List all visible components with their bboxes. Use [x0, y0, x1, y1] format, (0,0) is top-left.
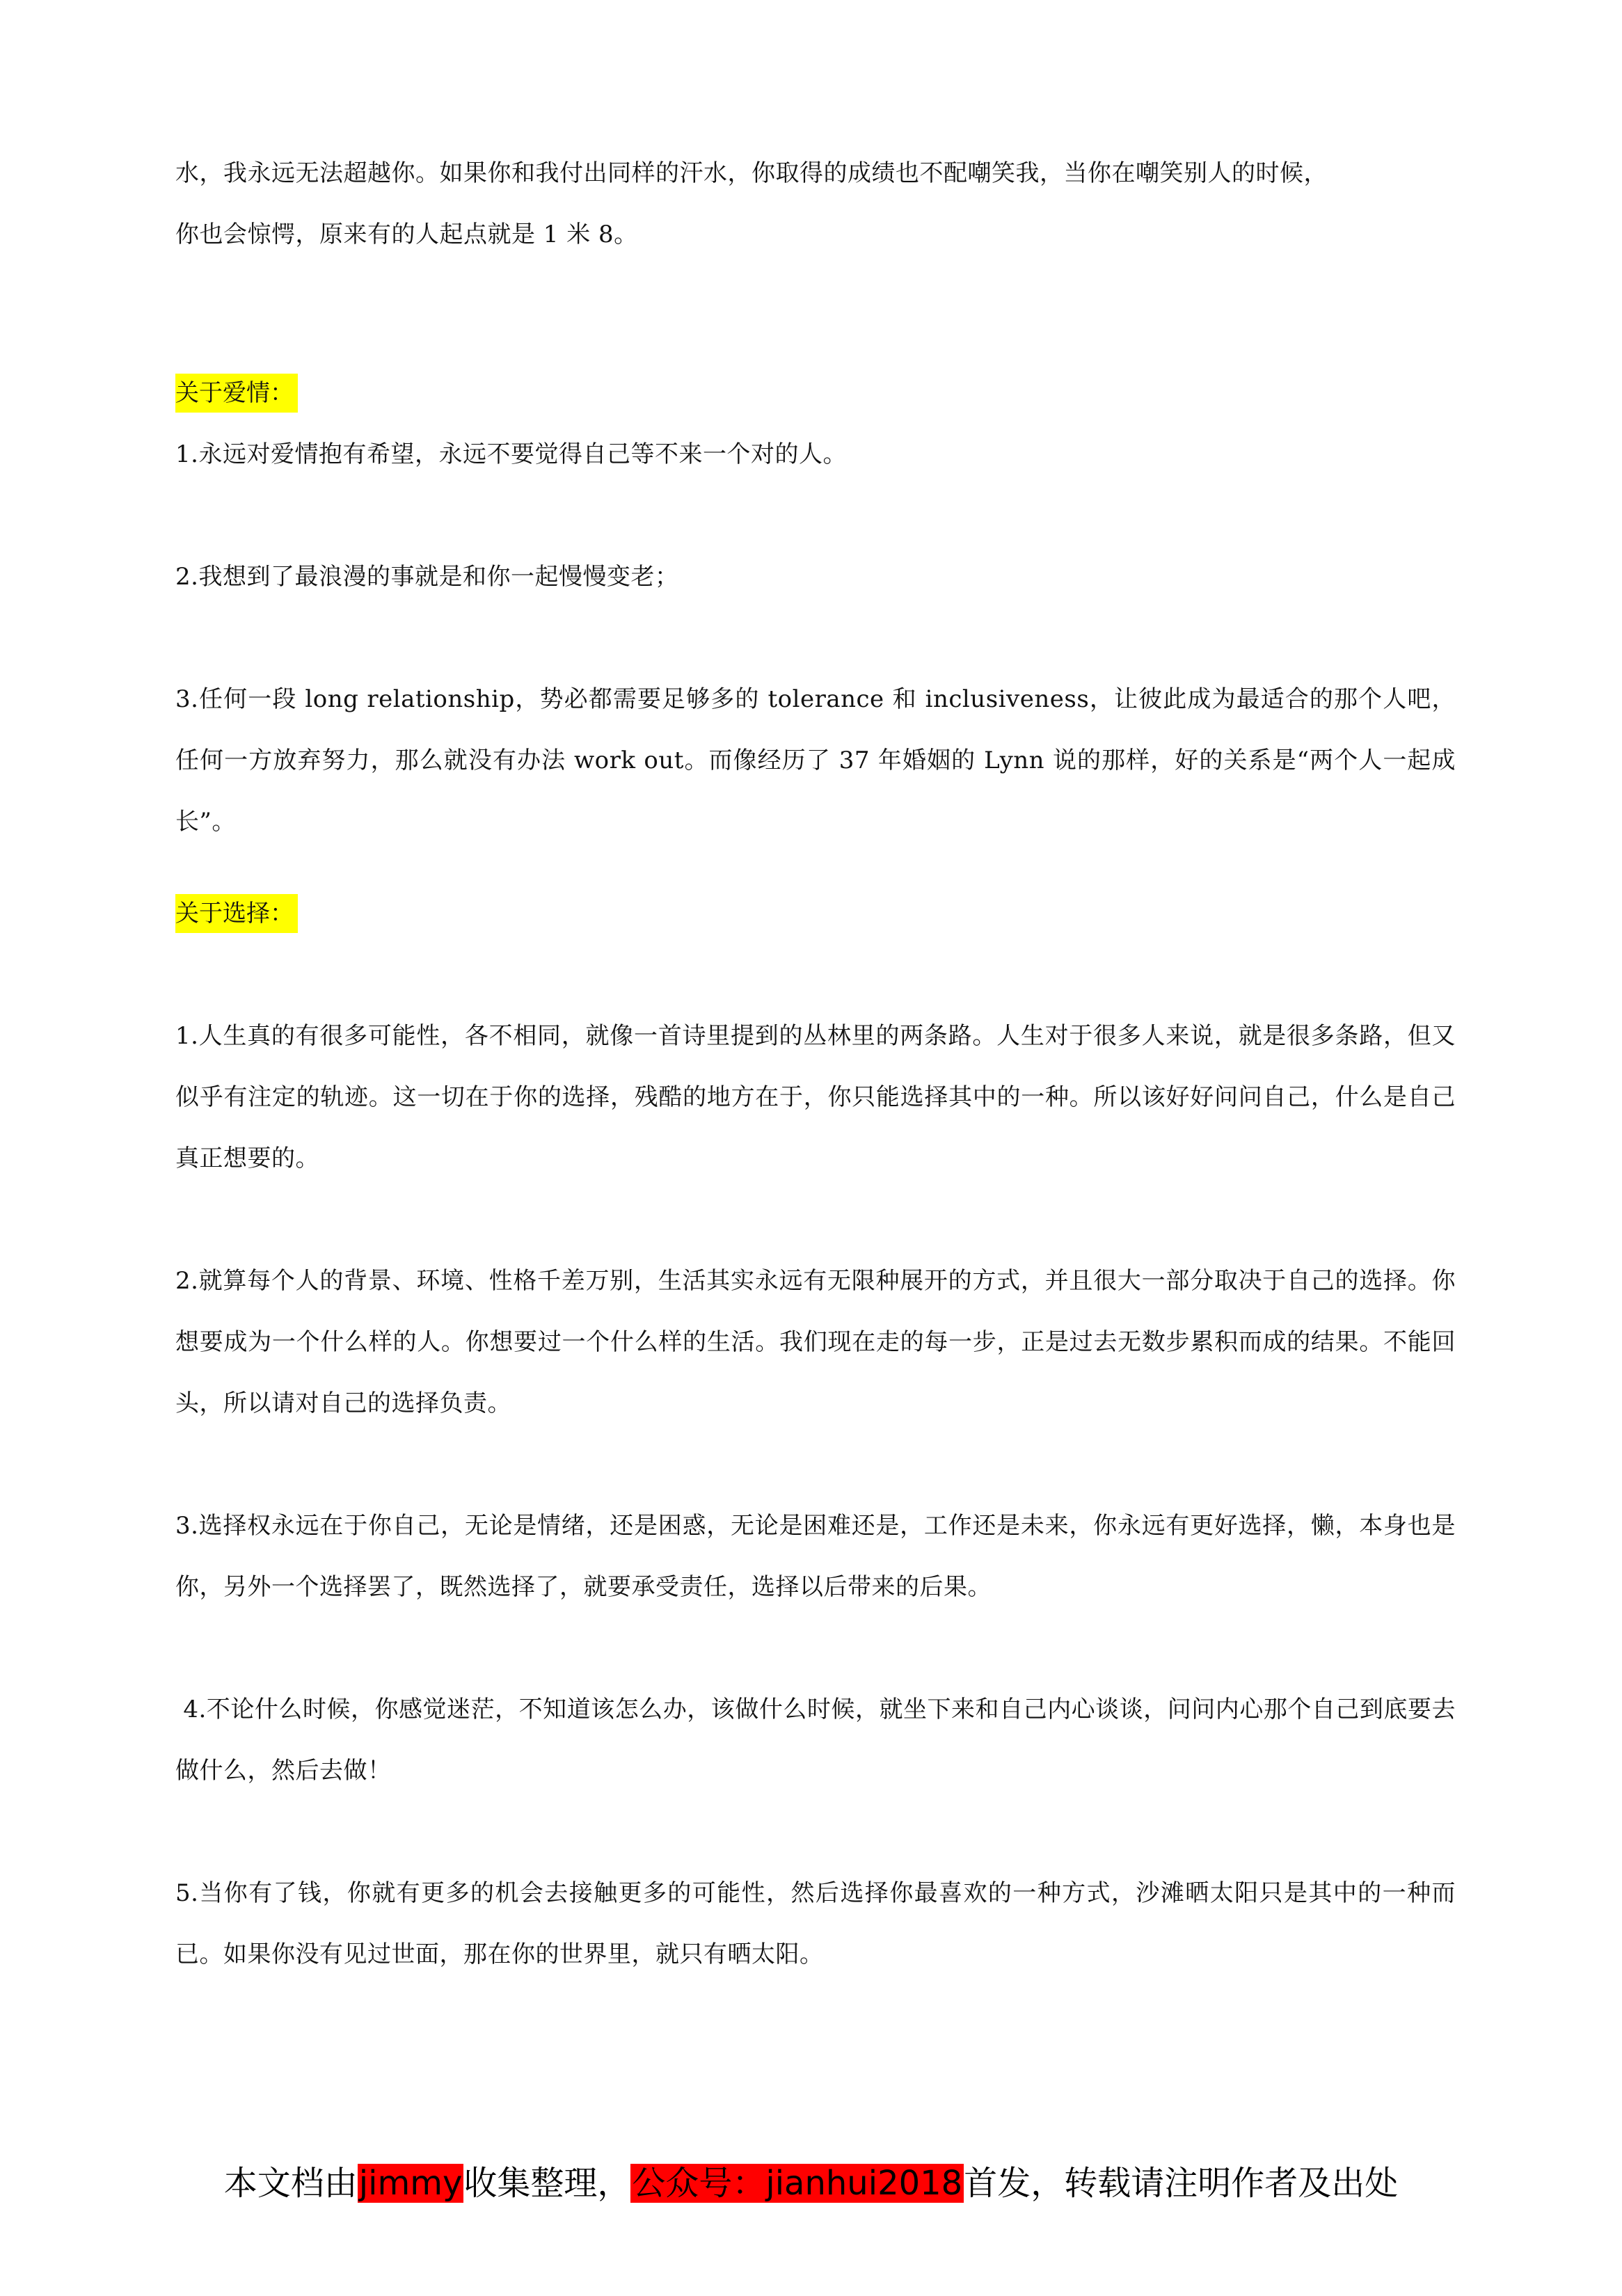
love-item-2: 2.我想到了最浪漫的事就是和你一起慢慢变老；	[175, 563, 679, 591]
spacer	[175, 852, 1456, 883]
love-item-1: 1.永远对爱情抱有希望，永远不要觉得自己等不来一个对的人。	[175, 440, 847, 468]
love-heading-row	[175, 362, 1456, 424]
footer-attribution	[0, 2157, 1622, 2210]
choice-heading-row	[175, 883, 1456, 944]
choice-item-1: 1.人生真的有很多可能性，各不相同，就像一首诗里提到的丛林里的两条路。人生对于很多人来说，就是很多条路，但又似乎有注定的轨迹。这一切在于你的选择，残酷的地方在于，你只能选择其中的一种。所以该好好问问自己，什么是自己真正想要的。	[175, 1022, 1456, 1172]
choice-item-5: 5.当你有了钱，你就有更多的机会去接触更多的可能性，然后选择你最喜欢的一种方式，沙滩晒太阳只是其中的一种而已。如果你没有见过世面，那在你的世界里，就只有晒太阳。	[175, 1879, 1456, 1968]
choice-item-4: 4.不论什么时候，你感觉迷茫，不知道该怎么办，该做什么时候，就坐下来和自己内心谈谈，问问内心那个自己到底要去做什么，然后去做！	[175, 1696, 1456, 1785]
footer-author-name: jimmy	[358, 2164, 463, 2203]
spacer	[175, 944, 1456, 1005]
choice-item-2: 2.就算每个人的背景、环境、性格千差万别，生活其实永远有无限种展开的方式，并且很大一部分取决于自己的选择。你想要成为一个什么样的人。你想要过一个什么样的生活。我们现在走的每一步，正是过去无数步累积而成的结果。不能回头，所以请对自己的选择负责。	[175, 1267, 1456, 1417]
choice-item-3: 3.选择权永远在于你自己，无论是情绪，还是困惑，无论是困难还是，工作还是未来，你永远有更好选择，懒，本身也是你，另外一个选择罢了，既然选择了，就要承受责任，选择以后带来的后果。	[175, 1512, 1456, 1601]
spacer	[175, 485, 1456, 546]
spacer	[175, 1189, 1456, 1250]
choice-heading: 关于选择：	[175, 894, 298, 933]
love-item-3: 3.任何一段 long relationship，势必都需要足够多的 tolerance 和 inclusiveness，让彼此成为最适合的那个人吧，任何一方放弃努力，那么就没有办法 work out。而像经历了 37 年婚姻的 Lynn 说的那样，好的关系是“两个人一起成长”。	[175, 685, 1456, 836]
footer-middle: 收集整理，	[463, 2164, 631, 2203]
footer-prefix: 本文档由	[223, 2164, 358, 2203]
footer-suffix: 首发，转载请注明作者及出处	[964, 2164, 1399, 2203]
spacer	[175, 265, 1456, 362]
spacer	[175, 1618, 1456, 1679]
spacer	[175, 1801, 1456, 1863]
intro-line-2: 你也会惊愕，原来有的人起点就是 1 米 8。	[175, 221, 638, 248]
love-heading: 关于爱情：	[175, 374, 298, 413]
spacer	[175, 1434, 1456, 1495]
spacer	[175, 607, 1456, 669]
intro-line-1: 水，我永远无法超越你。如果你和我付出同样的汗水，你取得的成绩也不配嘲笑我，当你在嘲笑别人的时候，	[175, 159, 1328, 187]
document-body	[175, 143, 1456, 1985]
footer-account: 公众号：jianhui2018	[632, 2164, 963, 2203]
